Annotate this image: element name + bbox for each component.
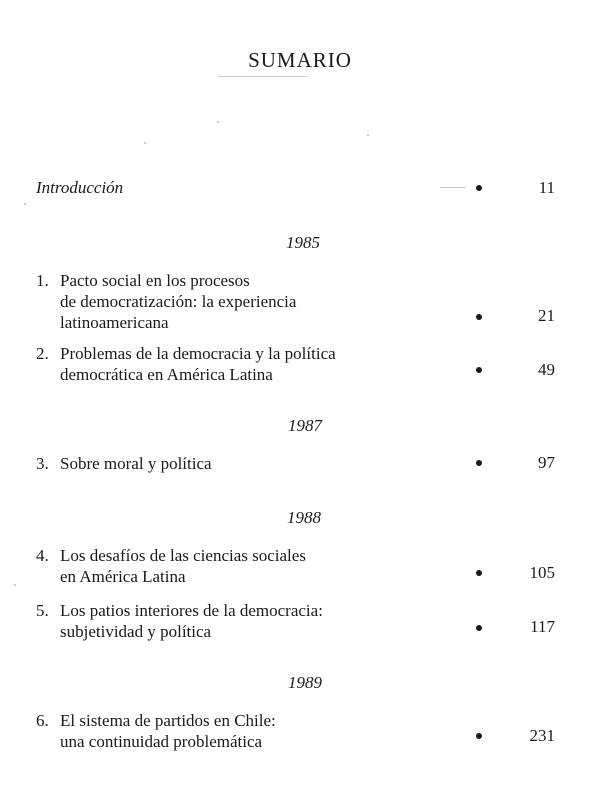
entry-title bbox=[60, 453, 460, 474]
entry-title-line: Pacto social en los procesos bbox=[60, 271, 250, 290]
entry-page-number: 105 bbox=[529, 563, 555, 582]
intro-label: Introducción bbox=[36, 178, 124, 197]
entry-title-line: Sobre moral y política bbox=[60, 454, 212, 473]
entry-number: 1. bbox=[36, 271, 49, 290]
entry-number: 6. bbox=[36, 711, 49, 730]
entry-title bbox=[60, 545, 460, 587]
intro-page-number: 11 bbox=[538, 178, 555, 197]
entry-title bbox=[60, 710, 460, 752]
scan-speck bbox=[14, 584, 16, 586]
page-title: SUMARIO bbox=[248, 48, 352, 72]
entry-title-line: subjetividad y política bbox=[60, 622, 212, 641]
scan-speck bbox=[367, 134, 369, 136]
title-underline bbox=[218, 76, 308, 77]
entry-title-line: Problemas de la democracia y la política bbox=[60, 344, 336, 363]
entry-number: 4. bbox=[36, 546, 49, 565]
entry-title-line: en América Latina bbox=[60, 567, 186, 586]
entry-number: 3. bbox=[36, 454, 49, 473]
entry-number: 5. bbox=[36, 601, 49, 620]
entry-number: 2. bbox=[36, 344, 49, 363]
entry-title bbox=[60, 600, 460, 642]
entry-title-line: de democratización: la experiencia bbox=[60, 292, 297, 311]
entry-page-number: 231 bbox=[529, 726, 555, 745]
year-heading-1988: 1988 bbox=[287, 508, 321, 527]
intro-bullet bbox=[476, 185, 482, 191]
intro-rule bbox=[440, 187, 466, 188]
scan-speck bbox=[217, 121, 219, 123]
entry-page-number: 21 bbox=[538, 306, 555, 325]
entry-title-line: Los patios interiores de la democracia: bbox=[60, 601, 323, 620]
year-heading-1989: 1989 bbox=[288, 673, 322, 692]
entry-page-number: 97 bbox=[538, 453, 555, 472]
entry-bullet bbox=[476, 367, 482, 373]
entry-title-line: El sistema de partidos en Chile: bbox=[60, 711, 276, 730]
entry-title-line: democrática en América Latina bbox=[60, 365, 273, 384]
entry-title-line: una continuidad problemática bbox=[60, 732, 263, 751]
entry-page-number: 49 bbox=[538, 360, 555, 379]
entry-bullet bbox=[476, 314, 482, 320]
year-heading-1985: 1985 bbox=[286, 233, 320, 252]
year-heading-1987: 1987 bbox=[288, 416, 322, 435]
entry-bullet bbox=[476, 733, 482, 739]
entry-title-line: latinoamericana bbox=[60, 313, 169, 332]
entry-bullet bbox=[476, 570, 482, 576]
entry-title bbox=[60, 343, 460, 385]
entry-bullet bbox=[476, 625, 482, 631]
scan-speck bbox=[24, 203, 26, 205]
entry-title-line: Los desafíos de las ciencias sociales bbox=[60, 546, 306, 565]
scan-speck bbox=[144, 142, 146, 144]
entry-page-number: 117 bbox=[530, 617, 555, 636]
entry-bullet bbox=[476, 460, 482, 466]
entry-title bbox=[60, 270, 460, 333]
